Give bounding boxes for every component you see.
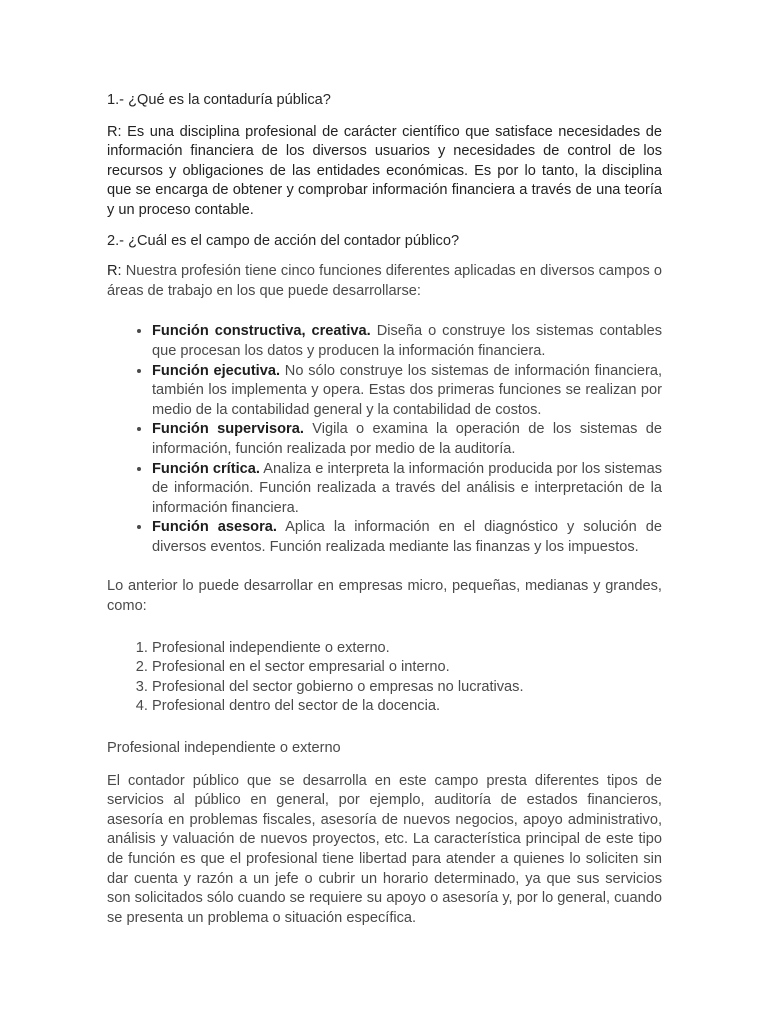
answer-1: R: Es una disciplina profesional de carácter científico que satisface necesidades de información financiera de los diversos usuarios y necesidades de control de los recursos y obligaciones de las entidades económicas. Es por lo tanto, la disciplina que se encarga de obtener y comprobar información financiera a través de una teoría y un proceso contable. — [107, 123, 662, 218]
function-title: Función crítica. — [152, 460, 260, 477]
function-text: Aplica la información en el diagnóstico y solución de diversos eventos. Función realizada mediante las finanzas y los impuestos. — [152, 519, 662, 555]
function-text: Vigila o examina la operación de los sistemas de información, función realizada por medio de la auditoría. — [152, 421, 663, 457]
section-heading: Profesional independiente o externo — [107, 740, 341, 757]
answer-2-text: Nuestra profesión tiene cinco funciones diferentes aplicadas en diversos campos o áreas de trabajo en los que puede desarrollarse: — [107, 263, 662, 299]
function-item — [152, 322, 662, 361]
functions-list — [107, 322, 662, 557]
types-list — [107, 639, 662, 717]
answer-2 — [107, 262, 662, 301]
function-item — [152, 518, 662, 557]
question-2: 2.- ¿Cuál es el campo de acción del contador público? — [107, 232, 460, 249]
function-text: No sólo construye los sistemas de información financiera, también los implementa y opera. Estas dos primeras funciones se realizan por medio de la contabilidad general y la contabilidad de costos. — [152, 362, 662, 418]
document-page — [107, 91, 662, 928]
function-title: Función ejecutiva. — [152, 362, 281, 379]
type-item: 2. Profesional en el sector empresarial o interno. — [152, 658, 662, 678]
question-1: 1.- ¿Qué es la contaduría pública? — [107, 92, 331, 108]
function-title: Función constructiva, creativa. — [152, 323, 371, 340]
function-title: Función supervisora. — [152, 421, 304, 438]
function-item — [152, 460, 662, 519]
type-item: 3. Profesional del sector gobierno o empresas no lucrativas. — [152, 678, 662, 698]
function-item — [152, 420, 662, 459]
type-item: 4. Profesional dentro del sector de la docencia. — [152, 697, 662, 717]
function-text: Diseña o construye los sistemas contables que procesan los datos y producen la información financiera. — [152, 323, 662, 359]
intro-types: Lo anterior lo puede desarrollar en empresas micro, pequeñas, medianas y grandes, como: — [107, 578, 662, 615]
function-title: Función asesora. — [152, 519, 277, 536]
type-item: 1. Profesional independiente o externo. — [152, 639, 662, 659]
function-item — [152, 362, 662, 421]
answer-2-prefix: R: — [107, 263, 122, 280]
section-body: El contador público que se desarrolla en este campo presta diferentes tipos de servicios al público en general, por ejemplo, auditoría de estados financieros, asesoría en problemas fiscales, asesoría de nuevos negocios, apoyo administrativo, análisis y valuación de nuevos proyectos, etc. La característica principal de este tipo de función es que el profesional tiene libertad para atender a quienes lo soliciten sin dar cuenta y razón a un jefe o cubrir un horario determinado, ya que sus servicios son solicitados sólo cuando se requiere su apoyo o asesoría y, por lo general, cuando se presenta un problema o situación específica. — [107, 772, 662, 926]
function-text: Analiza e interpreta la información producida por los sistemas de información. Función realizada a través del análisis e interpretación de la información financiera. — [152, 460, 662, 516]
